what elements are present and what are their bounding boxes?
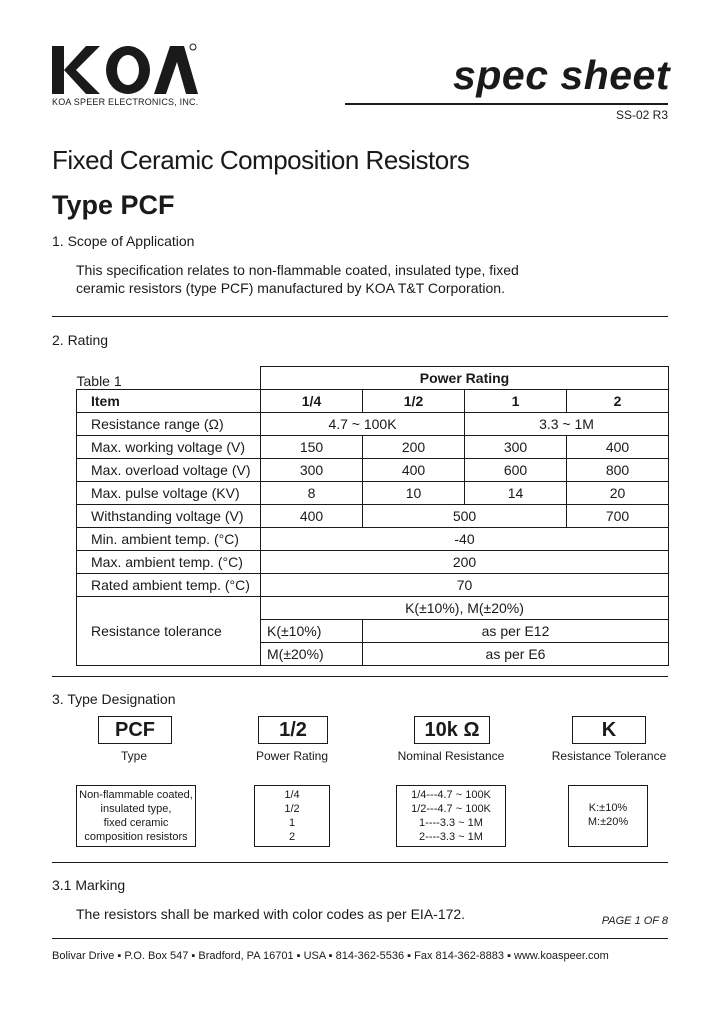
footer-rule: [52, 938, 668, 939]
table-cell: 400: [261, 505, 363, 528]
table-row: [77, 390, 669, 413]
table-row: [77, 528, 669, 551]
tolerance-code-box: K: [572, 716, 646, 744]
table-cell: 200: [261, 551, 669, 574]
table-row: [77, 482, 669, 505]
table-row: [77, 367, 669, 390]
table-cell: 3.3 ~ 1M: [465, 413, 669, 436]
row-label: Max. ambient temp. (°C): [77, 551, 261, 574]
table-cell: 200: [363, 436, 465, 459]
table-cell: 600: [465, 459, 567, 482]
section-3-1-heading: 3.1 Marking: [52, 877, 126, 893]
item-header: Item: [77, 390, 261, 413]
page-subtitle: Type PCF: [52, 190, 175, 220]
divider: [52, 676, 668, 677]
marking-text: The resistors shall be marked with color codes as per EIA-172.: [76, 906, 466, 922]
footer-address: Bolivar Drive ▪ P.O. Box 547 ▪ Bradford, PA 16701 ▪ USA ▪ 814-362-5536 ▪ Fax 814-362-8883 ▪ www.koaspeer.com: [52, 950, 609, 962]
table-cell: K(±10%): [261, 620, 363, 643]
table-row: [77, 505, 669, 528]
table-row: [77, 436, 669, 459]
list-item: 1: [288, 817, 296, 829]
row-label: Max. working voltage (V): [77, 436, 261, 459]
list-item: 1/4: [284, 789, 300, 801]
resistance-code-box: 10k Ω: [414, 716, 490, 744]
list-item: fixed ceramic: [103, 817, 169, 829]
document-code: SS-02 R3: [615, 108, 668, 122]
power-col-header: 1: [465, 390, 567, 413]
tolerance-list-box: [568, 785, 648, 847]
row-label: Max. overload voltage (V): [77, 459, 261, 482]
table-cell: 500: [363, 505, 567, 528]
power-code-box: 1/2: [258, 716, 328, 744]
table-cell: as per E6: [363, 643, 669, 666]
header-rule: [345, 103, 668, 105]
row-label: Withstanding voltage (V): [77, 505, 261, 528]
type-code-box: PCF: [98, 716, 172, 744]
table-cell: 20: [567, 482, 669, 505]
resistance-label: Nominal Resistance: [397, 749, 505, 763]
list-item: 1/2: [284, 803, 300, 815]
type-description-box: [76, 785, 196, 847]
page-number: PAGE 1 OF 8: [601, 915, 668, 927]
power-list-box: [254, 785, 330, 847]
table-label: Table 1: [77, 367, 261, 390]
table-row: [77, 597, 669, 620]
table-cell: 300: [261, 459, 363, 482]
list-item: 2: [288, 831, 296, 843]
power-rating-header: Power Rating: [261, 367, 669, 390]
section-1-line-2: ceramic resistors (type PCF) manufactured by KOA T&T Corporation.: [76, 280, 505, 296]
rating-table: [76, 366, 669, 666]
list-item: composition resistors: [84, 831, 188, 843]
list-item: K:±10%: [588, 802, 628, 814]
table-cell: 300: [465, 436, 567, 459]
table-cell: 8: [261, 482, 363, 505]
list-item: 1/2---4.7 ~ 100K: [411, 803, 491, 815]
power-label: Power Rating: [255, 749, 329, 763]
section-3-heading: 3. Type Designation: [52, 691, 176, 707]
table-cell: M(±20%): [261, 643, 363, 666]
power-col-header: 1/4: [261, 390, 363, 413]
list-item: 1----3.3 ~ 1M: [419, 817, 483, 829]
page-title: Fixed Ceramic Composition Resistors: [52, 145, 470, 175]
divider: [52, 316, 668, 317]
tolerance-label: Resistance Tolerance: [551, 749, 667, 763]
list-item: 1/4---4.7 ~ 100K: [411, 789, 491, 801]
list-item: M:±20%: [587, 816, 629, 828]
table-cell: 400: [363, 459, 465, 482]
list-item: insulated type,: [100, 803, 172, 815]
table-cell: 10: [363, 482, 465, 505]
table-cell: 4.7 ~ 100K: [261, 413, 465, 436]
table-cell: K(±10%), M(±20%): [261, 597, 669, 620]
table-cell: 700: [567, 505, 669, 528]
row-label: Min. ambient temp. (°C): [77, 528, 261, 551]
power-col-header: 2: [567, 390, 669, 413]
table-cell: 14: [465, 482, 567, 505]
spec-sheet-title: spec sheet: [453, 52, 670, 98]
divider: [52, 862, 668, 863]
table-cell: 70: [261, 574, 669, 597]
power-col-header: 1/2: [363, 390, 465, 413]
table-row: [77, 413, 669, 436]
koa-logo: [52, 42, 198, 98]
row-label: Max. pulse voltage (KV): [77, 482, 261, 505]
row-label: Resistance range (Ω): [77, 413, 261, 436]
company-name: KOA SPEER ELECTRONICS, INC.: [52, 97, 199, 107]
row-label: Resistance tolerance: [77, 597, 261, 666]
list-item: Non-flammable coated,: [79, 789, 193, 801]
section-1-heading: 1. Scope of Application: [52, 233, 195, 249]
table-cell: -40: [261, 528, 669, 551]
table-row: [77, 574, 669, 597]
section-2-heading: 2. Rating: [52, 332, 109, 348]
table-row: [77, 459, 669, 482]
section-1-line-1: This specification relates to non-flammable coated, insulated type, fixed: [76, 262, 519, 278]
table-cell: 150: [261, 436, 363, 459]
table-row: [77, 551, 669, 574]
resistance-list-box: [396, 785, 506, 847]
table-cell: 400: [567, 436, 669, 459]
list-item: 2----3.3 ~ 1M: [419, 831, 483, 843]
table-cell: 800: [567, 459, 669, 482]
type-label: Type: [120, 749, 147, 763]
row-label: Rated ambient temp. (°C): [77, 574, 261, 597]
table-cell: as per E12: [363, 620, 669, 643]
